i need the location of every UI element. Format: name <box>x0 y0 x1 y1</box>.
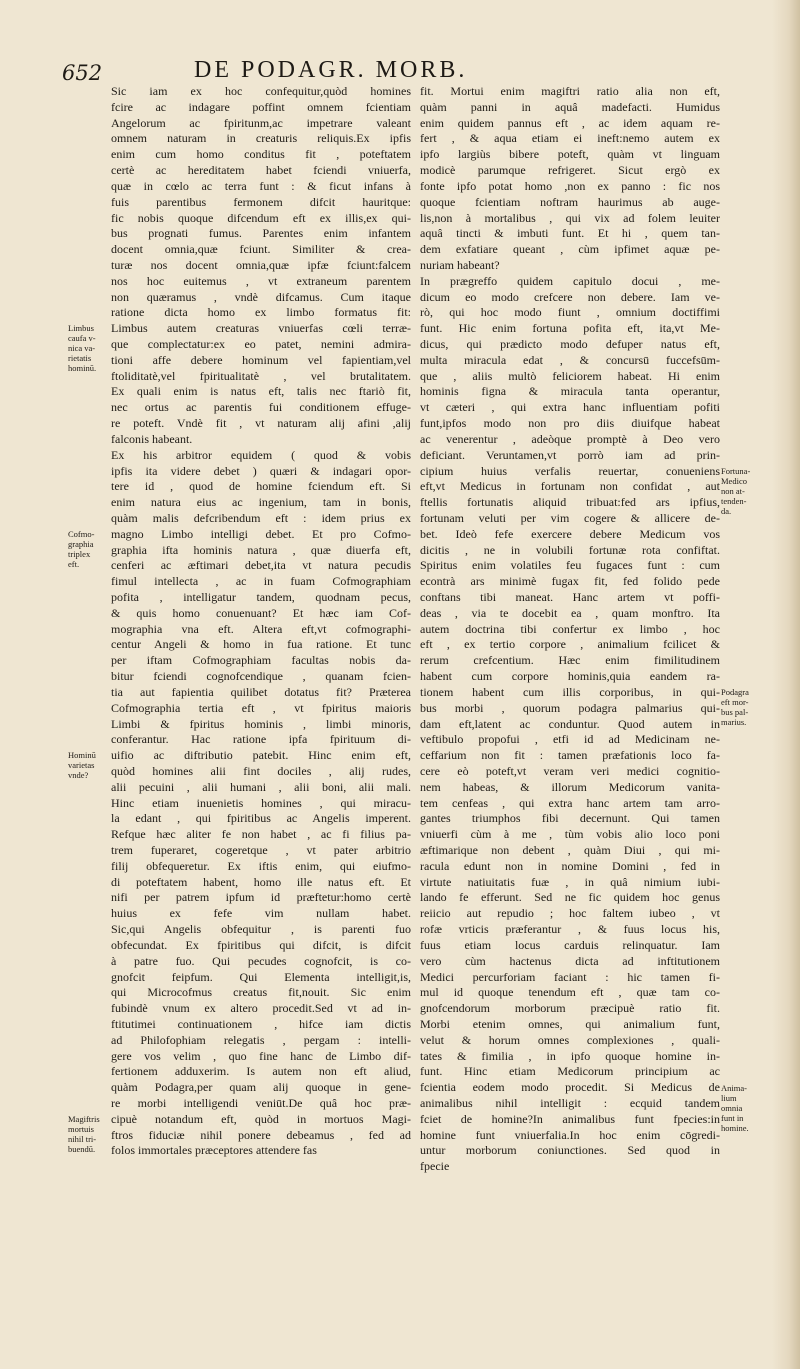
text-line: fpecie <box>420 1159 450 1174</box>
text-line: hominis figna & miracula tanta operantur, <box>420 384 720 399</box>
text-line: bus prognati fumus. Parentes enim infantem <box>111 226 411 241</box>
margin-note-line: triplex <box>68 548 91 559</box>
text-line: bus morbi , quorum podagra palmarius qui- <box>420 700 720 715</box>
text-line: fubindè vnum ex altero procedit.Sed vt ad in- <box>111 1001 411 1016</box>
text-line: nem habeas, & illorum Medicorum vanita- <box>420 779 720 794</box>
text-line: fcire ac indagare poffint omnem fcientiam <box>111 99 411 114</box>
text-line: cenferi ac æftimari debet,ita vt natura pecudis <box>111 558 411 573</box>
text-line: ipfo largiùs bibere poteft, quàm vt linguam <box>420 147 720 162</box>
text-line: à patre fuo. Qui pecudes cognofcit, is co- <box>111 953 411 968</box>
margin-note-line: Limbus <box>68 323 94 334</box>
text-line: non quæramus , vndè difcamus. Cum itaque <box>111 289 411 304</box>
text-line: rò, qui hoc modo fiunt , omnium doctiffimi <box>420 305 720 320</box>
text-line: quàm malis defcribendum eft : idem prius ex <box>111 510 411 525</box>
text-line: conftans tibi maneat. Hanc artem vt poffi- <box>420 590 720 604</box>
text-line: gere vos velim , quo fine hanc de Limbo dif- <box>111 1048 411 1063</box>
margin-note-line: nihil tri- <box>68 1134 97 1145</box>
margin-note-line: nica va- <box>68 343 96 354</box>
text-line: deficiant. Veruntamen,vt porrò iam ad prin- <box>420 447 720 462</box>
text-line: di poteftatem habent, homo ille natus eft. Et <box>111 874 411 889</box>
text-line: racula edunt non in nomine Domini , fed in <box>420 858 720 873</box>
margin-note-line: graphia <box>68 538 94 549</box>
text-line: enim cum homo conditus fit , poteftatem <box>111 147 411 162</box>
text-line: que , aliis multò feliciorem habeat. Hi enim <box>420 368 720 383</box>
text-line: homine funt vniuerfalia.In hoc enim cōgredi- <box>420 1127 720 1142</box>
margin-note <box>721 1083 765 1133</box>
text-line: nos hoc euitemus , vt extraneum parentem <box>111 273 411 288</box>
text-line: conferantur. Hac ratione ipfa fpirituum di- <box>111 732 411 747</box>
text-line: fic nobis quoque difcendum eft ex illis,ex qui- <box>111 210 411 225</box>
text-line: cipium huius verfalis reuertar, conueniens <box>420 463 720 478</box>
margin-note-line: eft mor- <box>721 697 749 708</box>
margin-note-line: Medico <box>721 475 747 486</box>
text-line: nec ortus ac parentis fui conditionem effuge- <box>111 400 411 415</box>
text-line: velut & horum omnes complexiones , quali- <box>420 1032 720 1047</box>
text-line: que complectatur:ex eo patet, nemini admira- <box>111 337 411 351</box>
margin-note-line: varietas <box>68 760 95 771</box>
text-line: deas , via te docebit ea , quam monftro. Ita <box>420 605 720 620</box>
text-line: ftitutimei continuationem , hifce iam dictis <box>111 1016 411 1031</box>
text-line: tioni affe debere hominum vel fapientiam,vel <box>111 352 411 367</box>
margin-note-line: rietatis <box>68 353 92 364</box>
margin-note-line: marius. <box>721 717 747 728</box>
text-line: vero cùm hactenus dicta ad inftitutionem <box>420 953 720 968</box>
margin-note-line: Fortuna- <box>721 465 751 476</box>
text-line: alii pecuini , alii humani , alii boni, alii mali. <box>111 779 411 794</box>
text-line: enim natura eius ac ingenium, tam in bonis, <box>111 495 411 510</box>
margin-note-line: omnia <box>721 1102 743 1113</box>
right-text-column <box>420 84 720 1175</box>
text-line: gnofcit feipfum. Qui Elementa intelligit,is, <box>111 969 411 984</box>
text-line: Morbi etenim omnes, qui animalium funt, <box>420 1016 720 1031</box>
text-line: bet. Ideò fefe exercere debere Medicum vos <box>420 526 720 541</box>
text-line: Spiritus enim volatiles feu fugaces funt : cum <box>420 558 720 573</box>
margin-note-line: da. <box>721 505 732 516</box>
text-line: funt. Hic enim fortuna pofita eft, ita,vt Me- <box>420 321 720 336</box>
margin-note-line: mortuis <box>68 1124 94 1135</box>
text-line: fert , & aqua etiam ei ineft:nemo autem ex <box>420 131 720 146</box>
margin-note <box>68 529 110 569</box>
text-line: pofita , intelligatur tandem, quodnam pecus, <box>111 590 411 604</box>
text-line: Limbus autem creaturas vniuerfas cœli terræ- <box>111 321 411 336</box>
text-line: aquâ tincti & imbuti funt. Et hi , quem tan- <box>420 226 720 241</box>
margin-note-line: tenden- <box>721 495 747 506</box>
text-line: virtute natiuitatis fuæ , in quâ nimium iubi- <box>420 874 720 889</box>
text-line: quoque fcientiam noftram haurimus ab auge- <box>420 194 720 209</box>
margin-note-line: eft. <box>68 558 80 569</box>
margin-note-line: buendū. <box>68 1144 96 1155</box>
text-line: animalibus nihil intelligit : ecquid tandem <box>420 1096 720 1110</box>
text-line: tates & fimilia , in ipfo quoque homine in- <box>420 1048 720 1063</box>
text-line: quàm Podagra,per quam alij quoque in gene- <box>111 1080 411 1095</box>
text-line: In prægreffo quidem capitulo docui , me- <box>420 273 720 288</box>
text-line: vt cæteri , qui extra hanc influentiam pofiti <box>420 400 720 415</box>
text-line: dem exfatiare queant , cùm ipfimet aquæ pe- <box>420 242 720 257</box>
text-line: Ex quali enim is natus eft, talis nec ftariò fit, <box>111 384 411 399</box>
text-line: qui Microcofmus creatus fit,nouit. Sic enim <box>111 985 411 1000</box>
text-line: ftellis fortunatis aliquid tribuat:fed ars ipfius, <box>420 495 720 510</box>
text-line: cipuè notandum eft, quòd in mortuos Magi- <box>111 1111 411 1126</box>
text-line: fcientia eodem modo procedit. Si Medicus de <box>420 1080 720 1095</box>
text-line: lando fe efferunt. Sed ne fic quidem hoc genus <box>420 890 720 905</box>
text-line: la edant , qui fpiritibus ac Angelis imperent. <box>111 811 411 826</box>
text-line: fit. Mortui enim magiftri ratio alia non eft, <box>420 84 720 98</box>
text-line: turæ nos docent omnia,quæ ipfæ fciunt:falcem <box>111 257 411 272</box>
text-line: trem fuperaret, cogeretque , vt pater arbitrio <box>111 843 411 857</box>
text-line: omnem naturam in creaturis reliquis.Ex ipfis <box>111 131 411 146</box>
text-line: multa miracula edat , & concursū fuccefsūm- <box>420 352 720 367</box>
text-line: Medici percurforiam faciant : hic tamen fi- <box>420 969 720 984</box>
text-line: dam eft,latent ac conduntur. Quod autem in <box>420 716 720 731</box>
margin-note-line: hominū. <box>68 363 97 374</box>
text-line: fortunam veluti per vim cogere & allicere de- <box>420 510 720 525</box>
text-line: magno Limbo intelligi debet. Et pro Cofmo- <box>111 526 411 541</box>
text-line: gantes triumphos fibi decernunt. Qui tamen <box>420 811 720 826</box>
margin-note <box>68 1114 110 1154</box>
margin-note-line: Magiftris <box>68 1114 100 1125</box>
text-line: ad Philofophiam relegatis , pergam : intelli- <box>111 1032 411 1047</box>
text-line: fuis parentibus fermonem difcit hauritque: <box>111 194 411 209</box>
text-line: re poteft. Vndè fit , vt naturam alij afini ,alij <box>111 416 411 431</box>
text-line: mographia vna eft. Altera eft,vt cofmographi- <box>111 621 411 636</box>
text-line: modicè parumque refrigeret. Sicut ergò ex <box>420 163 720 178</box>
margin-note <box>68 323 110 373</box>
text-line: dicus, qui prædicto modo defuper natus eft, <box>420 337 720 351</box>
text-line: quòd homines alii fint dociles , alij rudes, <box>111 763 411 778</box>
text-line: fertionem adduxerim. Is autem non eft aliud, <box>111 1064 411 1079</box>
text-line: Cofmographia tertia eft , vt fpiritus maioris <box>111 700 411 715</box>
text-line: ratione dicta homo ex limbo formatus fit: <box>111 305 411 320</box>
text-line: quæ in cœlo ac terra funt : & ficut infans à <box>111 178 411 193</box>
text-line: funt. Hinc etiam Medicorum principium ac <box>420 1064 720 1079</box>
text-line: Sic iam ex hoc confequitur,quòd homines <box>111 84 411 98</box>
text-line: quàm panni in aquâ madefacti. Humidus <box>420 99 720 114</box>
text-line: lis,non à mortalibus , qui vix ad folem leuiter <box>420 210 720 225</box>
text-line: gnofcendorum morborum præcipuè ratio fit. <box>420 1001 720 1016</box>
text-line: funt,ipfos modo non pro diis diuifque habeat <box>420 416 720 431</box>
margin-note <box>721 687 765 727</box>
text-line: ftoliditatè,vel fpiritualitatè , vel brutalitatem. <box>111 368 411 383</box>
text-line: tere id , quod de homine fciendum eft. Si <box>111 479 411 494</box>
margin-note-line: funt in <box>721 1112 744 1123</box>
text-line: ac venerentur , adeòque promptè à Deo vero <box>420 431 720 446</box>
text-line: habent cum corpore hominis,quia eandem ra- <box>420 669 720 684</box>
text-line: ftros fiduciæ nihil ponere debeamus , fed ad <box>111 1127 411 1142</box>
text-line: rofæ vrticis præferantur , & fuus locus his, <box>420 922 720 937</box>
text-line: cere eò poteft,vt veram veri medici cognitio- <box>420 763 720 778</box>
text-line: enim quidem pannus eft , ac idem aquam re- <box>420 115 720 130</box>
text-line: certè ac hereditatem habet fciendi vniuerfa, <box>111 163 411 178</box>
text-line: rerum crefcentium. Hæc enim fimilitudinem <box>420 653 720 668</box>
text-line: centur Angeli & homo in fua ratione. Et tunc <box>111 637 411 652</box>
text-line: fonte ipfo potat homo ,non ex panno : fic nos <box>420 178 720 193</box>
text-line: Limbi & fpiritus hominis , limbi minoris, <box>111 716 411 731</box>
text-line: & quis homo conuenuant? Et hæc iam Cof- <box>111 605 411 620</box>
text-line: tionem habent cum illis corporibus, in qui- <box>420 684 720 699</box>
text-line: dicum eo modo crefcere non debere. Iam ve- <box>420 289 720 304</box>
left-text-column <box>111 84 411 1159</box>
text-line: eft,vt Medicus in fortunam non confidat , aut <box>420 479 720 494</box>
text-line: vniuerfi cùm à me , tùm vobis alio loco poni <box>420 827 720 842</box>
text-line: æftimarique non debent , quàm Diui , qui mi- <box>420 843 720 857</box>
text-line: fimul intellecta , ac in fuam Cofmographiam <box>111 574 411 589</box>
text-line: fuus etiam locus carduis relinquatur. Iam <box>420 937 720 952</box>
text-line: Refque hæc aliter fe non habet , ac fi filius pa- <box>111 827 411 842</box>
text-line: econtrà ars minimè fugax fit, fed folido pede <box>420 574 720 589</box>
text-line: filij obfequeretur. Ex iftis enim, qui eiufmo- <box>111 858 411 873</box>
text-line: obfecundat. Ex fpiritibus qui difcit, is difcit <box>111 937 411 952</box>
text-line: bitur fciendi cognofcendique , quanam fcien- <box>111 669 411 684</box>
text-line: re morbi intelligendi veniūt.De quâ hoc præ- <box>111 1096 411 1110</box>
text-line: nifi per patrem ipfum id præftetur:homo certè <box>111 890 411 905</box>
text-line: untur morborum coniunctiones. Sed quod in <box>420 1143 720 1158</box>
margin-note-line: caufa v- <box>68 333 96 344</box>
margin-note <box>721 466 765 516</box>
margin-note-line: vnde? <box>68 770 89 781</box>
text-line: mul id quoque tenendum eft , quæ tam co- <box>420 985 720 1000</box>
text-line: falconis habeant. <box>111 431 193 446</box>
margin-note-line: Cofmo- <box>68 528 95 539</box>
text-line: veftibulo propofui , etfi id ad Medicinam ne- <box>420 732 720 747</box>
margin-note-line: lium <box>721 1092 737 1103</box>
text-line: docent omnia,quæ fciunt. Similiter & crea- <box>111 242 411 257</box>
text-line: uifio ac diftributio patebit. Hinc enim eft, <box>111 748 411 763</box>
margin-note-line: Podagra <box>721 687 749 698</box>
margin-note-line: homine. <box>721 1122 749 1133</box>
text-line: tem cenfeas , qui extra hanc artem tam arro- <box>420 795 720 810</box>
text-line: eft , ex tertio corpore , animalium fcilicet & <box>420 637 720 652</box>
margin-note <box>68 750 110 780</box>
text-line: Sic,qui Angelis obfequitur , is parenti fuo <box>111 922 411 937</box>
text-line: tia aut fapientia quilibet dotatus fit? Præterea <box>111 684 411 699</box>
margin-note-line: bus pal- <box>721 707 749 718</box>
running-title: DE PODAGR. MORB. <box>194 57 468 83</box>
text-line: reiicio aut repudio ; hoc faltem iubeo , vt <box>420 906 720 921</box>
margin-note-line: Anima- <box>721 1082 747 1093</box>
text-line: ipfis ita videre debet ) quæri & indagari opor- <box>111 463 411 478</box>
page-edge-shadow <box>772 0 800 1369</box>
text-line: Ex his arbitror equidem ( quod & vobis <box>111 447 411 462</box>
text-line: ceffarium non fit : tamen præfationis loco fa- <box>420 748 720 763</box>
text-line: autem doctrina tibi confertur ex limbo , hoc <box>420 621 720 636</box>
text-line: fciet de homine?In animalibus funt fpecies:in <box>420 1111 720 1126</box>
text-line: Hinc etiam inuenietis homines , qui miracu- <box>111 795 411 810</box>
text-line: nuriam habeant? <box>420 257 500 272</box>
margin-note-line: non at- <box>721 485 745 496</box>
text-line: graphia ifta hominis natura , quæ diuerfa eft, <box>111 542 411 557</box>
text-line: folos immortales præceptores attendere fas <box>111 1143 317 1158</box>
page-number: 652 <box>62 61 103 85</box>
text-line: dicitis , ne in volubili fortunæ rota confiftat. <box>420 542 720 557</box>
margin-note-line: Hominū <box>68 750 96 761</box>
text-line: Angelorum ac fpiritunm,ac impetrare valeant <box>111 115 411 130</box>
text-line: per iftam Cofmographiam facultas nobis da- <box>111 653 411 668</box>
text-line: huius ex fefe vim nullam habet. <box>111 906 411 921</box>
